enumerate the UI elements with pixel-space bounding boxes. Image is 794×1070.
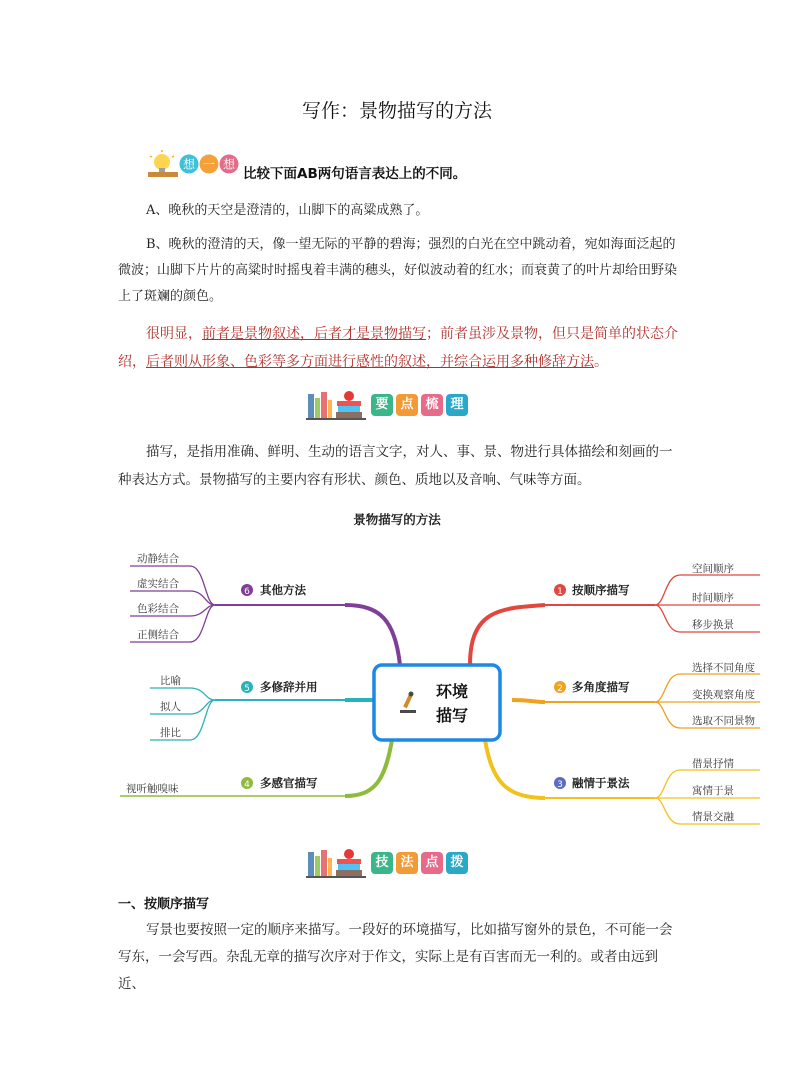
branch-4-label: 多感官描写: [260, 776, 318, 790]
branch-3: [485, 740, 760, 824]
leaf-2-3: 选取不同景物: [692, 715, 755, 727]
analysis-end: 。: [594, 354, 608, 370]
banner-key-points: [306, 390, 468, 420]
leaf-1-2: 时间顺序: [692, 592, 734, 604]
banner1-tile-4: 理: [446, 394, 468, 416]
branch-2: [512, 661, 760, 728]
leaf-6-1: 动静结合: [137, 553, 179, 565]
leaf-2-2: 变换观察角度: [692, 689, 755, 701]
leaf-6-3: 色彩结合: [137, 603, 179, 615]
lightbulb-book-icon: [146, 150, 241, 180]
analysis-lead: 很明显，: [146, 326, 202, 342]
mindmap: [0, 540, 794, 823]
banner1-tile-3: 梳: [421, 394, 443, 416]
svg-text:2: 2: [557, 684, 563, 694]
analysis-mid: ；前者虽涉及景物，但只是简单的状态介绍，: [118, 326, 678, 370]
banner-techniques: [306, 848, 468, 878]
description-paragraph: 描写，是指用准确、鲜明、生动的语言文字，对人、事、景、物进行具体描绘和刻画的一种表达方式。景物描写的主要内容有形状、颜色、质地以及音响、气味等方面。: [118, 444, 673, 488]
think-prompt: 比较下面AB两句语言表达上的不同。: [243, 166, 467, 182]
branch-5-label: 多修辞并用: [260, 680, 318, 694]
svg-text:想: 想: [182, 157, 196, 172]
leaf-1-3: 移步换景: [692, 619, 734, 631]
banner2-tile-1: 技: [371, 852, 393, 874]
banner1-tile-1: 要: [371, 394, 393, 416]
analysis-underline-1: 前者是景物叙述，后者才是景物描写: [202, 326, 426, 342]
svg-text:一: 一: [202, 157, 216, 172]
svg-text:6: 6: [244, 587, 250, 597]
branch-2-label: 多角度描写: [572, 680, 630, 694]
section1-heading: 一、按顺序描写: [118, 897, 210, 912]
books-icon: [306, 390, 368, 420]
banner2-tile-2: 法: [396, 852, 418, 874]
leaf-6-2: 虚实结合: [137, 578, 179, 590]
branch-4: [120, 740, 392, 796]
sentence-b: B、晚秋的澄清的天，像一望无际的平静的碧海；强烈的白光在空中跳动着，宛如海面泛起的微波；山脚下片片的高粱时时摇曳着丰满的穗头，好似波动着的红水；而衰黄了的叶片却给田野染上了斑斓的颜色。: [118, 237, 678, 304]
svg-text:5: 5: [244, 684, 250, 694]
svg-text:4: 4: [244, 780, 250, 790]
leaf-3-2: 寓情于景: [692, 785, 734, 797]
think-header: [146, 150, 241, 180]
analysis-underline-2: 后者则从形象、色彩等多方面进行感性的叙述，并综合运用多种修辞方法: [146, 354, 594, 370]
branch-1: [470, 562, 760, 665]
books-icon: [306, 848, 368, 878]
mindmap-center: [374, 665, 500, 740]
center-line-1: 环境: [435, 682, 469, 701]
branch-6-label: 其他方法: [260, 583, 306, 597]
svg-text:1: 1: [557, 587, 563, 597]
leaf-5-3: 排比: [160, 727, 181, 739]
leaf-5-1: 比喻: [160, 675, 181, 687]
analysis-paragraph: [118, 320, 684, 376]
banner1-tile-2: 点: [396, 394, 418, 416]
center-line-2: 描写: [435, 706, 469, 725]
leaf-5-2: 拟人: [160, 701, 181, 713]
leaf-3-3: 情景交融: [692, 811, 734, 823]
section1-body: 写景也要按照一定的顺序来描写。一段好的环境描写，比如描写窗外的景色，不可能一会写东，一会写西。杂乱无章的描写次序对于作文，实际上是有百害而无一利的。或者由远到近、: [118, 922, 673, 992]
svg-text:3: 3: [557, 780, 563, 790]
leaf-6-4: 正侧结合: [137, 629, 179, 641]
branch-1-label: 按顺序描写: [572, 583, 630, 597]
banner2-tile-4: 拨: [446, 852, 468, 874]
leaf-1-1: 空间顺序: [692, 563, 734, 575]
branch-5: [150, 674, 375, 740]
leaf-2-1: 选择不同角度: [692, 662, 755, 674]
svg-text:想: 想: [222, 157, 236, 172]
banner2-tile-3: 点: [421, 852, 443, 874]
branch-3-label: 融情于景法: [572, 776, 630, 790]
branch-6: [130, 552, 400, 665]
mindmap-title: 景物描写的方法: [353, 512, 441, 527]
leaf-4-1: 视听触嗅味: [126, 783, 179, 795]
sentence-a: A、晚秋的天空是澄清的，山脚下的高粱成熟了。: [146, 203, 429, 218]
page-title: 写作：景物描写的方法: [301, 100, 492, 122]
leaf-3-1: 借景抒情: [692, 758, 734, 770]
